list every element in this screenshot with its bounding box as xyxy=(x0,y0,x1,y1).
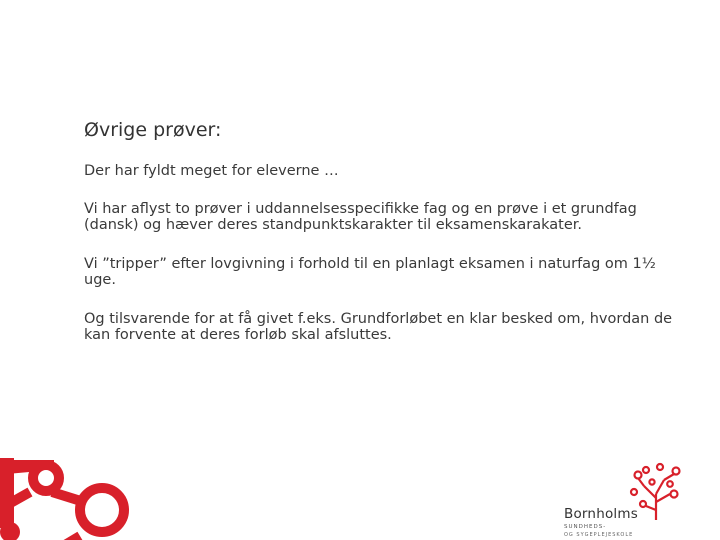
logo-name: Bornholms xyxy=(564,506,638,522)
logo-subtitle-1: SUNDHEDS- xyxy=(564,524,607,530)
slide-heading: Øvrige prøver: xyxy=(84,119,222,141)
bornholms-logo xyxy=(560,462,720,540)
logo-subtitle-2: OG SYGEPLEJESKOLE xyxy=(564,532,634,538)
paragraph-4: Og tilsvarende for at få givet f.eks. Grundforløbet en klar besked om, hvordan de kan forvente at deres forløb skal afsluttes. xyxy=(84,310,673,343)
paragraph-2: Vi har aflyst to prøver i uddannelsesspecifikke fag og en prøve i et grundfag (dansk) og hæver deres standpunktskarakter til eksamenskarakater. xyxy=(84,200,637,233)
slide-content xyxy=(84,118,684,366)
paragraph-1: Der har fyldt meget for eleverne … xyxy=(84,163,339,179)
red-circle-decoration-icon xyxy=(0,452,140,540)
paragraph-3: Vi ”tripper” efter lovgivning i forhold til en planlagt eksamen i naturfag om 1½ uge. xyxy=(84,255,656,288)
